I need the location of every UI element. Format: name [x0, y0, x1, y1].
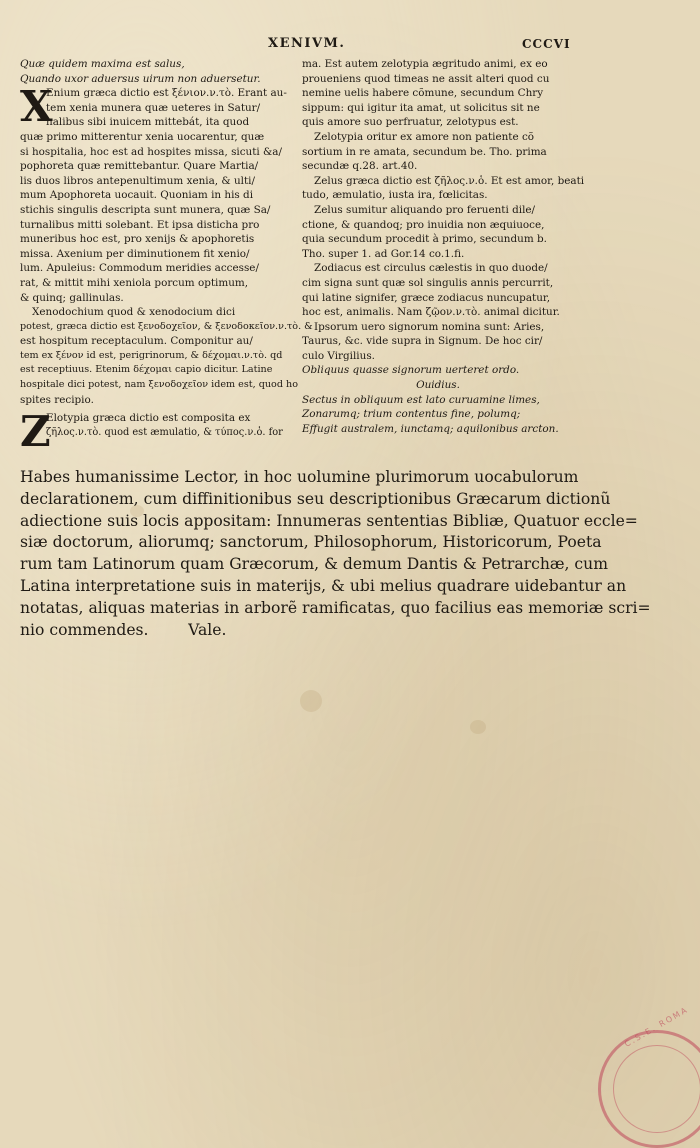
entry-xenodochium: Xenodochium quod & xenodocium dici [32, 306, 236, 319]
text-line: muneribus hoc est, pro xenijs & apophoretis [20, 233, 255, 246]
epilogue-line: Latina interpretatione suis in materijs, & ubi melius quadrare uidebantur an [20, 576, 627, 595]
text-line: spites recipio. [20, 393, 94, 406]
text-line: quæ primo mitterentur xenia uocarentur, quæ [20, 130, 265, 143]
text-line: secundæ q.28. art.40. [302, 160, 418, 173]
epilogue-line: declarationem, cum diffinitionibus seu descriptionibus Græcarum dictionũ [20, 489, 611, 508]
ovid-label: Ouidius. [416, 379, 460, 392]
text-line: Taurus, &c. vide supra in Signum. De hoc cir/ [302, 335, 543, 348]
left-column [20, 57, 313, 457]
entry-signa: Ipsorum uero signorum nomina sunt: Aries, [314, 320, 545, 333]
text-line: tem ex ξένον id est, perigrinorum, & δέχομαι.ν.τὸ. qd [20, 349, 283, 361]
text-line: nalibus sibi inuicem mittebát, ita quod [46, 116, 250, 129]
text-line: ζῆλος.ν.τὸ. quod est æmulatio, & τύπος.ν.ὁ. for [46, 426, 283, 438]
text-line: est hospitum receptaculum. Componitur au/ [20, 335, 253, 348]
running-title: XENIVM. [268, 36, 346, 51]
verse-line: Quæ quidem maxima est salus, [20, 58, 185, 70]
epilogue-line: notatas, aliquas materias in arborẽ ramificatas, quo facilius eas memoriæ scri= [20, 598, 651, 617]
drop-cap-x: X [20, 82, 53, 132]
text-line: proueniens quod timeas ne assit alteri quod cu [302, 72, 550, 85]
text-line: potest, græca dictio est ξενοδοχεῖον, & ξενοδοκεῖον.ν.τὸ. & [20, 320, 313, 332]
epilogue-line: rum tam Latinorum quam Græcorum, & demum Dantis & Petrarchæ, cum [20, 555, 608, 574]
text-line: Enium græca dictio est ξένιον.ν.τὸ. Erant au- [46, 87, 287, 100]
text-line: pophoreta quæ remittebantur. Quare Martia/ [20, 160, 259, 173]
text-line: culo Virgilius. [302, 349, 375, 362]
epilogue-line: siæ doctorum, aliorumq; sanctorum, Philosophorum, Historicorum, Poeta [20, 533, 602, 552]
stamp-inner-ring [613, 1045, 700, 1133]
entry-xenium [20, 82, 292, 132]
entry-zodiacus: Zodiacus est circulus cælestis in quo duode/ [314, 262, 548, 275]
text-line: quis amore suo perfruatur, zelotypus est. [302, 116, 519, 129]
entry-zelotypia-origin: Zelotypia oritur ex amore non patiente cõ [314, 130, 535, 143]
text-line: est receptiuus. Etenim δέχομαι capio dicitur. Latine [20, 364, 273, 376]
epilogue-line: Habes humanissime Lector, in hoc uolumine plurimorum uocabulorum [20, 468, 579, 486]
text-line: lis duos libros antepenultimum xenia, & ulti/ [20, 174, 255, 187]
text-line: quia secundum procedit à primo, secundum b. [302, 233, 547, 246]
text-line: sortium in re amata, secundum be. Tho. prima [302, 145, 547, 158]
text-line: Elotypia græca dictio est composita ex [46, 412, 251, 425]
text-line: hoc est, animalis. Nam ζῷον.ν.τὸ. animal dicitur. [302, 306, 560, 319]
text-line: ma. Est autem zelotypia ægritudo animi, ex eo [302, 58, 548, 70]
folio-number: CCCVI [522, 37, 571, 51]
text-line: hospitale dici potest, nam ξενοδοχεῖον idem est, quod ho [20, 379, 298, 391]
verse-ovid-line: Sectus in obliquum est lato curuamine limes, [302, 393, 540, 406]
text-line: si hospitalia, hoc est ad hospites missa, sicuti &a/ [20, 145, 282, 158]
text-line: rat, & mittit mihi xeniola porcum optimum, [20, 276, 249, 289]
entry-zelus-usage: Zelus sumitur aliquando pro feruenti dile/ [314, 203, 536, 216]
text-line: nemine uelis habere cõmune, secundum Chry [302, 87, 544, 100]
text-line: turnalibus mitti solebant. Et ipsa disticha pro [20, 218, 260, 231]
epilogue-line: adiectione suis locis appositam: Innumeras sententias Bibliæ, Quatuor eccle= [20, 511, 638, 530]
text-line: missa. Axenium per diminutionem fit xenio/ [20, 247, 250, 260]
text-line: qui latine signifer, græce zodiacus nuncupatur, [302, 291, 551, 304]
library-stamp [598, 1004, 700, 1148]
verse-line: Quando uxor aduersus uirum non aduersetur. [20, 72, 261, 85]
epilogue-line: nio commendes. Vale. [20, 620, 227, 639]
drop-cap-z: Z [20, 407, 51, 457]
text-line: Tho. super 1. ad Gor.14 co.1.fi. [302, 247, 465, 260]
text-line: sippum: qui igitur ita amat, ut solicitus sit ne [302, 101, 540, 114]
verse-ovid-line: Effugit australem, iunctamq; aquilonibus arcton. [302, 422, 559, 435]
text-line: ctione, & quandoq; pro inuidia non æquiuoce, [302, 218, 545, 231]
entry-zelus: Zelus græca dictio est ζῆλος.ν.ὁ. Et est amor, beati [314, 174, 585, 187]
stamp-text: C.S.E. ROMA [623, 1004, 690, 1049]
closing-address [20, 467, 651, 641]
text-line: stichis singulis descripta sunt munera, quæ Sa/ [20, 203, 271, 216]
verse-ovid-line: Zonarumq; trium contentus fine, polumq; [302, 408, 521, 421]
text-line: lum. Apuleius: Commodum meridies accesse/ [20, 262, 259, 275]
text-line: tudo, æmulatio, iusta ira, fœlicitas. [302, 189, 488, 202]
text-line: tem xenia munera quæ ueteres in Satur/ [46, 101, 261, 114]
text-line: mum Apophoreta uocauit. Quoniam in his di [20, 189, 254, 202]
text-line: & quinq; gallinulas. [20, 291, 124, 304]
text-line: cim signa sunt quæ sol singulis annis percurrit, [302, 276, 554, 289]
verse-virgil: Obliquus quasse signorum uerteret ordo. [302, 364, 520, 377]
entry-zelotypia [20, 407, 292, 457]
right-column [302, 57, 585, 436]
